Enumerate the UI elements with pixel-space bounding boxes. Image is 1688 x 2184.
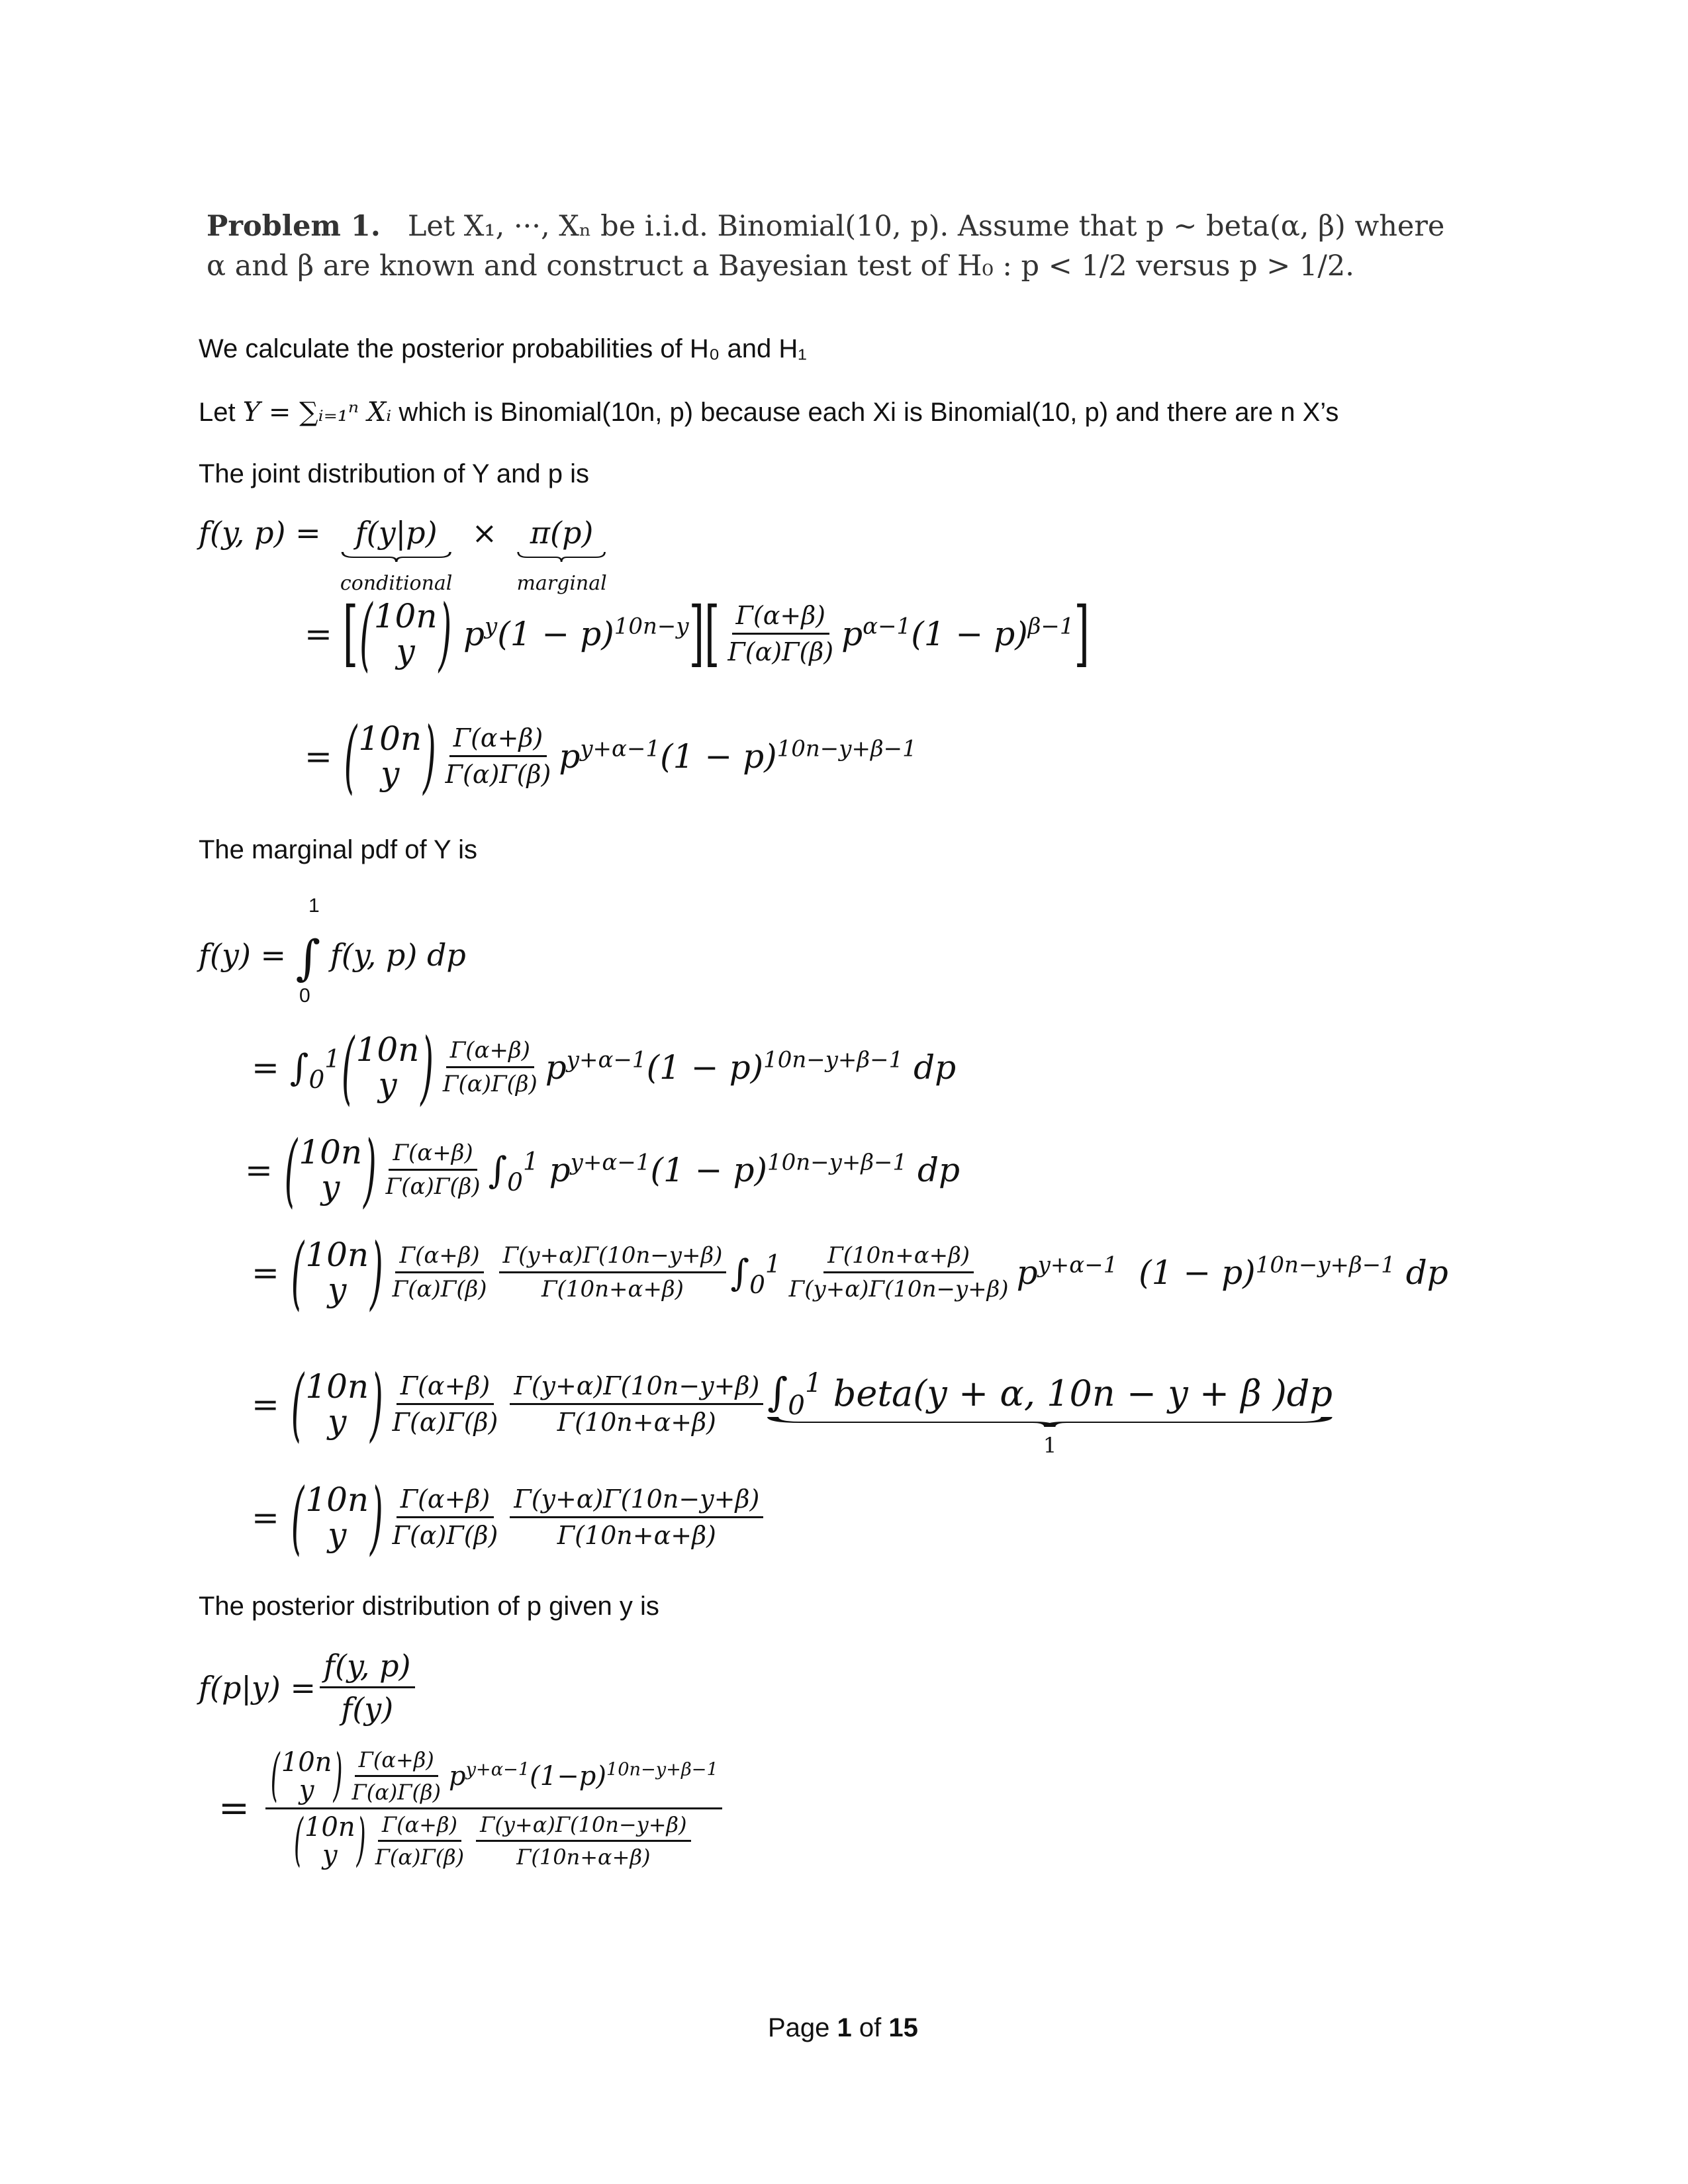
problem-label: Problem 1.: [207, 210, 381, 243]
posterior-intro: We calculate the posterior probabilities of H₀ and H₁: [199, 334, 807, 363]
marginal-step-4: = ( 10n y ) $\frac{\Gamma(\alpha+\beta)}{\Gamma(\alpha)\Gamma(\beta)}$ $\frac{\Gamma(y+\alpha)\Gamma(10n-y+\beta)}{\Gamma(10n+\alpha+\beta)}$ $\int_0^1$ beta(y + α, 10n − y + β )dp 1: [252, 1357, 1333, 1458]
beta-integral: $\int_0^1$ beta(y + α, 10n − y + β )dp 1: [767, 1367, 1333, 1458]
equals-one-label: 1: [1043, 1433, 1057, 1458]
underbrace-icon: [767, 1416, 1333, 1428]
footer-total-pages: 15: [888, 2013, 918, 2042]
integral-upper-limit: 1: [308, 895, 320, 917]
joint-lhs: f(y, p) =: [199, 515, 340, 551]
let-prefix: Let: [199, 398, 236, 427]
underbrace-icon: [340, 551, 453, 563]
marginal-intro: The marginal pdf of Y is: [199, 835, 477, 864]
page-footer: [768, 2013, 918, 2043]
problem-line-2: α and β are known and construct a Bayesian test of H₀ : p < 1/2 versus p > 1/2.: [207, 250, 1354, 283]
joint-step-2: = ( 10n y ) $\frac{\Gamma(\alpha+\beta)}{\Gamma(\alpha)\Gamma(\beta)}$ $p^{y+\alpha-1}(1 - p)^{10n-y+\beta-1}$: [305, 709, 917, 803]
joint-step-1: = [ ( 10n y ) $p^y(1 - p)^{10n-y}$ ] [ $\frac{\Gamma(\alpha+\beta)}{\Gamma(\alpha)\Gamma(\beta)}$ $p^{\alpha-1}(1 - p)^{\beta-1}$ ]: [305, 587, 1090, 680]
marginal-term: π(p) marginal: [516, 515, 607, 595]
footer-current-page: 1: [837, 2013, 852, 2042]
joint-definition: [199, 515, 607, 595]
marginal-definition: f(y) = ∫ f(y, p) dp: [199, 930, 466, 985]
underbrace-icon: [516, 551, 606, 563]
problem-text-1: Let X₁, ···, Xₙ be i.i.d. Binomial(10, p). Assume that p ~ beta(α, β) where: [407, 210, 1445, 243]
problem-statement: [207, 206, 1444, 286]
posterior-definition: f(p|y) = $\frac{f(y, p)}{f(y)}$: [199, 1648, 419, 1727]
marginal-label: marginal: [516, 572, 607, 595]
conditional-label: conditional: [340, 572, 453, 595]
let-suffix: which is Binomial(10n, p) because each Xi is Binomial(10, p) and there are n X’s: [399, 398, 1339, 427]
posterior-dist-intro: The posterior distribution of p given y is: [199, 1592, 659, 1621]
footer-prefix: Page: [768, 2013, 830, 2042]
problem-line-1: [207, 206, 1444, 246]
joint-intro: The joint distribution of Y and p is: [199, 459, 589, 488]
posterior-ratio: = ( 10n y ) $\frac{\Gamma(\alpha+\beta)}{\Gamma(\alpha)\Gamma(\beta)}$ $p^{y+\alpha-1}(1-p)^{10n-y+\beta-1}$ ( 10n y ) $\frac{\Gamma(\alpha+\beta)}{\Gamma(\alpha)\Gamma(\beta)}$ $\frac{\Gamma(y+\alpha)\Gamma(10n-y+\beta)}{\Gamma(10n+\alpha+\beta)}$: [218, 1747, 726, 1870]
marginal-result: = ( 10n y ) $\frac{\Gamma(\alpha+\beta)}{\Gamma(\alpha)\Gamma(\beta)}$ $\frac{\Gamma(y+\alpha)\Gamma(10n-y+\beta)}{\Gamma(10n+\alpha+\beta)}$: [252, 1482, 767, 1552]
times-sign: ×: [452, 515, 517, 551]
let-y-line: [199, 397, 1338, 428]
conditional-term: f(y|p) conditional: [340, 515, 453, 595]
marginal-step-2: = ( 10n y ) $\frac{\Gamma(\alpha+\beta)}{\Gamma(\alpha)\Gamma(\beta)}$ $\int_0^1$ $p^{y+\alpha-1}(1 - p)^{10n-y+\beta-1}$ dp: [245, 1123, 961, 1216]
marginal-step-3: = ( 10n y ) $\frac{\Gamma(\alpha+\beta)}{\Gamma(\alpha)\Gamma(\beta)}$ $\frac{\Gamma(y+\alpha)\Gamma(10n-y+\beta)}{\Gamma(10n+\alpha+\beta)}$ $\int_0^1$ $\frac{\Gamma(10n+\alpha+\beta)}{\Gamma(y+\alpha)\Gamma(10n-y+\beta)}$ $p^{y+\alpha-1}$ $(1 - p)^{10n-y+\beta-1}$ dp: [252, 1226, 1448, 1319]
let-math: Y = ∑ᵢ₌₁ⁿ Xᵢ: [242, 397, 392, 428]
marginal-step-1: = $\int_0^1$ ( 10n y ) $\frac{\Gamma(\alpha+\beta)}{\Gamma(\alpha)\Gamma(\beta)}$ $p^{y+\alpha-1}(1 - p)^{10n-y+\beta-1}$ dp: [252, 1021, 957, 1114]
footer-of: of: [859, 2013, 882, 2042]
integral-lower-limit: 0: [299, 985, 310, 1007]
